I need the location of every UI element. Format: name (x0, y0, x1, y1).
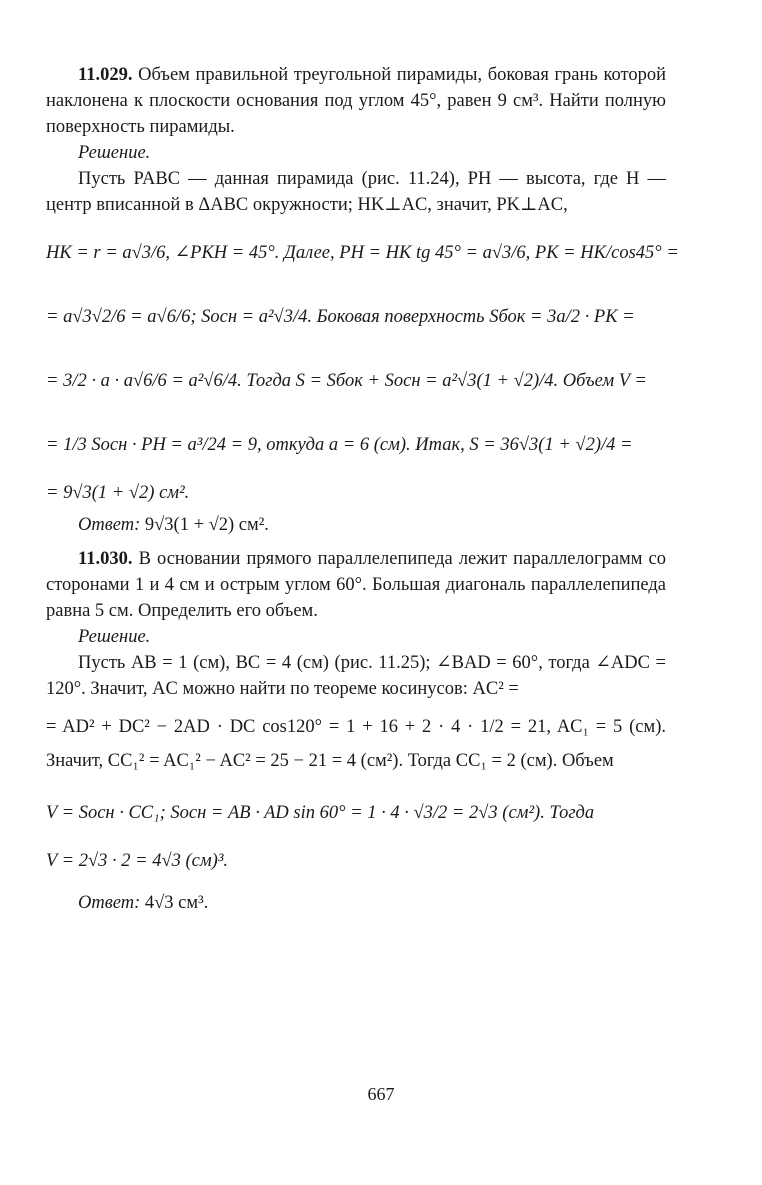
problem-number: 11.030. (78, 549, 133, 569)
equation-line (46, 416, 666, 474)
equation: = 9√3(1 + √2) см². (46, 483, 190, 503)
equation: HK = r = a√3/6, ∠PKH = 45°. Далее, PH = HK tg 45° = a√3/6, PK = HK/cos45° = (46, 243, 679, 263)
solution-label: Решение. (78, 627, 151, 647)
problem-text: Объем правильной треугольной пирамиды, боковая грань которой наклонена к плоскости основания под углом 45°, равен 9 см³. Найти полную поверхность пирамиды. (46, 65, 666, 137)
problem-11-030-statement (46, 546, 666, 624)
answer: Ответ: 4√3 см³. (78, 893, 209, 913)
page-content (46, 62, 679, 916)
equation-line (46, 288, 666, 346)
equation-line (46, 480, 666, 506)
answer: Ответ: 9√3(1 + √2) см². (78, 515, 269, 535)
equation-line (46, 352, 666, 410)
answer-label: Ответ (78, 515, 135, 535)
answer-value: 9√3(1 + √2) см². (144, 515, 269, 535)
equation-line (46, 848, 666, 874)
equation: = a√3√2/6 = a√6/6; Sосн = a²√3/4. Боковая поверхность Sбок = 3a/2 · PK = (46, 307, 635, 327)
page-number: 667 (367, 1084, 395, 1104)
equation: V = Sосн · CC₁; Sосн = AB · AD sin 60° = 1 · 4 · √3/2 = 2√3 (см²). Тогда (46, 803, 595, 823)
answer-value: 4√3 см³. (144, 893, 209, 913)
equation-paragraph: = AD² + DC² − 2AD · DC cos120° = 1 + 16 + 2 · 4 · 1/2 = 21, AC₁ = 5 (см). Значит, CC₁² = AC₁² − AC² = 25 − 21 = 4 (см²). Тогда CC₁ = 2 (см). Объем (46, 717, 666, 771)
solution-label: Решение. (78, 143, 151, 163)
problem-text: В основании прямого параллелепипеда лежит параллелограмм со сторонами 1 и 4 см и острым углом 60°. Большая диагональ параллелепипеда равна 5 см. Определить его объем. (46, 549, 666, 621)
solution-intro: Пусть AB = 1 (см), BC = 4 (см) (рис. 11.25); ∠BAD = 60°, тогда ∠ADC = 120°. Значит, AC можно найти по теореме косинусов: AC² = (46, 653, 666, 699)
answer-label: Ответ (78, 893, 135, 913)
equation: = 3/2 · a · a√6/6 = a²√6/4. Тогда S = Sбок + Sосн = a²√3(1 + √2)/4. Объем V = (46, 371, 647, 391)
equation: V = 2√3 · 2 = 4√3 (см)³. (46, 851, 229, 871)
equation: = 1/3 Sосн · PH = a³/24 = 9, откуда a = 6 (см). Итак, S = 36√3(1 + √2)/4 = (46, 435, 633, 455)
solution-intro: Пусть PABC — данная пирамида (рис. 11.24), PH — высота, где H — центр вписанной в ΔABC окружности; HK⊥AC, значит, PK⊥AC, (46, 169, 666, 215)
equation-line (46, 784, 666, 842)
problem-number: 11.029. (78, 65, 133, 85)
equation-line (46, 224, 679, 282)
problem-11-029-statement (46, 62, 666, 140)
